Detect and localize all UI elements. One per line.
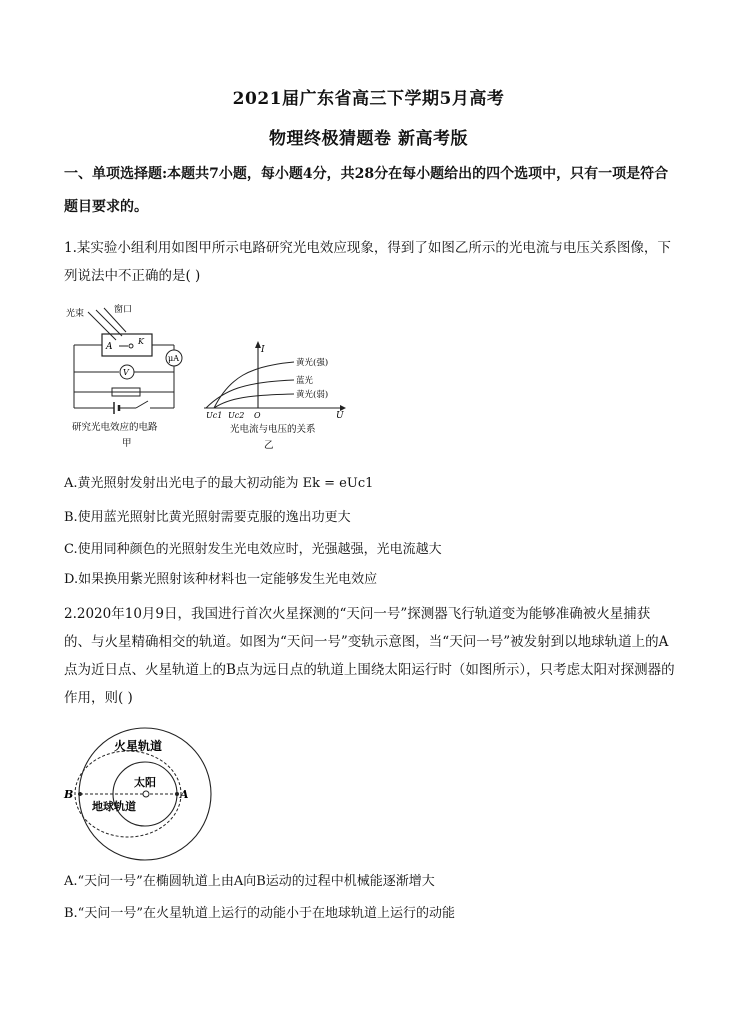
light-beam-label: 光束 [66,309,85,319]
q1-iu-graph [204,338,354,456]
uc2-label: Uc2 [228,411,245,420]
uc1-label: Uc1 [206,411,223,420]
q1-option-A: A.黄光照射发射出光电子的最大初动能为 Ek = eUc1 [64,476,374,491]
q1-stem: 1.某实验小组利用如图甲所示电路研究光电效应现象，得到了如图乙所示的光电流与电压关系图像，下列说法中不正确的是( ) [64,240,671,284]
graph-sub-label: 乙 [264,440,274,451]
curve-yellow-weak [214,394,294,408]
q1-circuit-figure [64,300,204,452]
electrode-A-label: A [106,342,113,352]
curve1-label: 黄光(强) [296,358,329,368]
point-B-label: B [64,788,74,801]
q2-orbit-figure [60,724,220,868]
q1-option-B: B.使用蓝光照射比黄光照射需要克服的逸出功更大 [64,510,351,525]
electrode-K-label: K [138,337,144,346]
origin-label: O [254,411,261,420]
voltmeter-label: V [123,368,129,377]
circuit-caption: 研究光电效应的电路 [72,422,158,433]
exam-title-line1: 2021届广东省高三下学期5月高考 [232,89,505,109]
graph-caption: 光电流与电压的关系 [230,424,316,435]
window-label: 窗口 [114,305,133,315]
mars-orbit-label: 火星轨道 [114,739,163,753]
circuit-sub-label: 甲 [122,438,132,449]
microammeter-label: μA [168,354,179,363]
exam-title-line2: 物理终极猜题卷 新高考版 [269,129,468,149]
curve-yellow-strong [214,362,294,408]
curve2-label: 蓝光 [296,376,314,386]
point-A-label: A [180,788,189,801]
curve3-label: 黄光(弱) [296,390,329,400]
axis-I-label: I [261,345,265,355]
earth-orbit-label: 地球轨道 [92,800,136,813]
q2-option-A: A.“天问一号”在椭圆轨道上由A向B运动的过程中机械能逐渐增大 [64,874,435,889]
sun-label: 太阳 [134,776,156,789]
q2-stem: 2.2020年10月9日，我国进行首次火星探测的“天问一号”探测器飞行轨道变为能够准确被火星捕获的、与火星精确相交的轨道。如图为“天问一号”变轨示意图，当“天问一号”被发射到以地球轨道上的A点为近日点、火星轨道上的B点为远日点的轨道上围绕太阳运行时（如图所示），只考虑太阳对探测器的作用，则( ) [64,606,675,706]
axis-U-label: U [336,411,344,421]
q1-option-D: D.如果换用紫光照射该种材料也一定能够发生光电效应 [64,572,378,587]
section-heading: 一、单项选择题:本题共7小题，每小题4分，共28分在每小题给出的四个选项中，只有一项是符合题目要求的。 [64,166,669,215]
q2-option-B: B.“天问一号”在火星轨道上运行的动能小于在地球轨道上运行的动能 [64,906,455,921]
q1-option-C: C.使用同种颜色的光照射发生光电效应时，光强越强，光电流越大 [64,542,442,557]
